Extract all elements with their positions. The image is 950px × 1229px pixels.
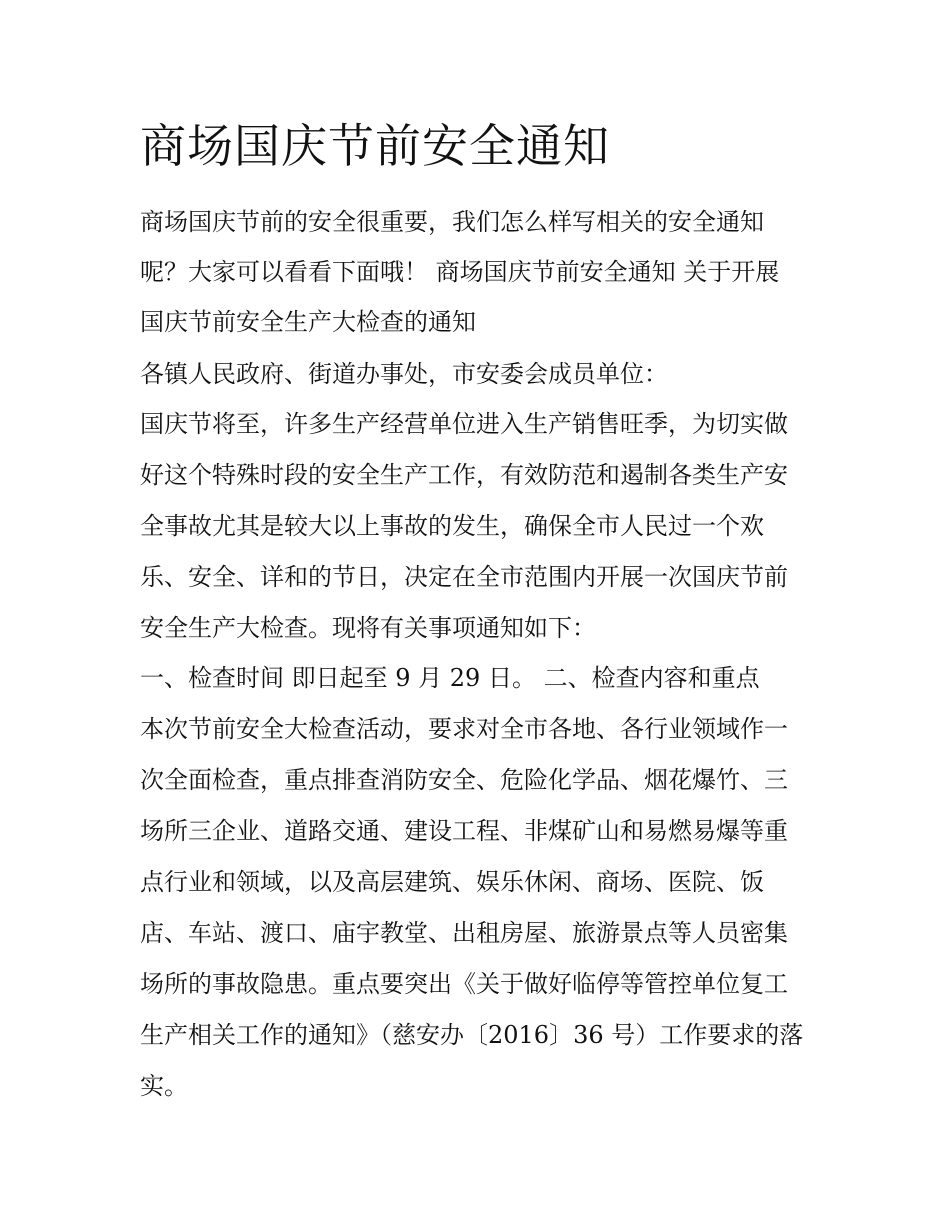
body-line: 实。: [140, 1072, 188, 1100]
body-line: 呢？大家可以看看下面哦！ 商场国庆节前安全通知 关于开展: [140, 258, 780, 286]
body-line: 生产相关工作的通知》（慈安办〔2016〕36 号）工作要求的落: [140, 1021, 804, 1049]
body-line: 乐、安全、详和的节日，决定在全市范围内开展一次国庆节前: [140, 563, 788, 591]
body-line: 各镇人民政府、街道办事处，市安委会成员单位：: [140, 360, 668, 388]
body-line: 好这个特殊时段的安全生产工作，有效防范和遏制各类生产安: [140, 461, 788, 489]
body-line: 国庆节前安全生产大检查的通知: [140, 308, 476, 336]
body-line: 一、检查时间 即日起至 9 月 29 日。 二、检查内容和重点: [140, 664, 760, 692]
body-line: 全事故尤其是较大以上事故的发生，确保全市人民过一个欢: [140, 512, 764, 540]
body-line: 点行业和领域，以及高层建筑、娱乐休闲、商场、医院、饭: [140, 868, 764, 896]
body-line: 安全生产大检查。现将有关事项通知如下：: [140, 614, 596, 642]
body-line: 次全面检查，重点排查消防安全、危险化学品、烟花爆竹、三: [140, 766, 788, 794]
document-title: 商场国庆节前安全通知: [140, 119, 610, 173]
body-line: 商场国庆节前的安全很重要，我们怎么样写相关的安全通知: [140, 208, 764, 236]
body-line: 场所的事故隐患。重点要突出《关于做好临停等管控单位复工: [140, 970, 788, 998]
body-line: 场所三企业、道路交通、建设工程、非煤矿山和易燃易爆等重: [140, 817, 788, 845]
body-line: 本次节前安全大检查活动，要求对全市各地、各行业领域作一: [140, 715, 788, 743]
body-line: 国庆节将至，许多生产经营单位进入生产销售旺季，为切实做: [140, 410, 788, 438]
body-line: 店、车站、渡口、庙宇教堂、出租房屋、旅游景点等人员密集: [140, 919, 788, 947]
